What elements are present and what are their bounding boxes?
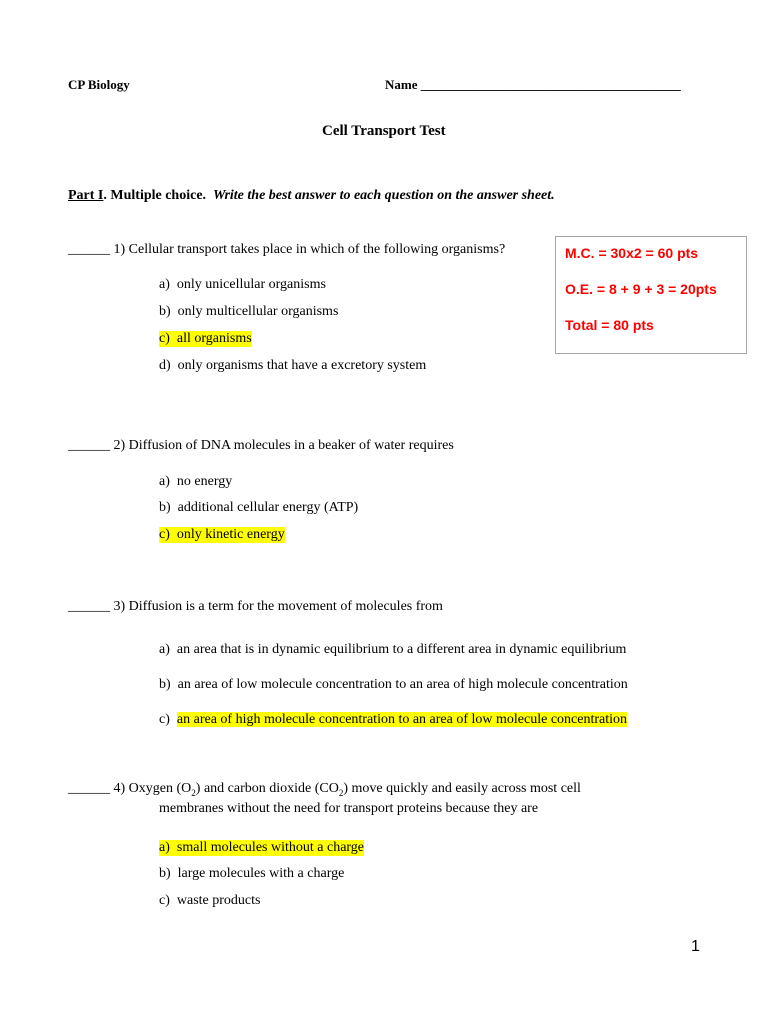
- question-text: Cellular transport takes place in which of the following organisms?: [128, 242, 506, 257]
- question-4-line2: membranes without the need for transport proteins because they are: [159, 801, 539, 816]
- option-3c-highlighted: an area of high molecule concentration to an area of low molecule concentration: [176, 712, 628, 727]
- score-box: [555, 236, 747, 354]
- answer-blank[interactable]: ______: [68, 781, 110, 796]
- option-1b: b) only multicellular organisms: [159, 304, 339, 319]
- option-3c: c) an area of high molecule concentration to an area of low molecule concentration: [159, 712, 628, 727]
- answer-blank[interactable]: ______: [68, 438, 110, 453]
- option-2a: a) no energy: [159, 474, 233, 489]
- option-4b: b) large molecules with a charge: [159, 866, 345, 881]
- option-4c: c) waste products: [159, 893, 261, 908]
- option-1c-highlighted: c) all organisms: [159, 331, 252, 346]
- page-title: Cell Transport Test: [322, 123, 446, 139]
- score-line-total: Total = 80 pts: [565, 317, 654, 333]
- option-2b: b) additional cellular energy (ATP): [159, 500, 359, 515]
- course-title: CP Biology: [68, 77, 130, 92]
- page-number: 1: [691, 938, 700, 955]
- question-number: 3): [113, 599, 126, 614]
- question-1: [68, 242, 505, 258]
- question-3: [68, 599, 443, 615]
- question-number: 1): [113, 242, 126, 257]
- question-number: 2): [113, 438, 126, 453]
- score-line-mc: M.C. = 30x2 = 60 pts: [565, 245, 699, 261]
- score-line-oe: O.E. = 8 + 9 + 3 = 20pts: [565, 281, 717, 297]
- part1-heading: [68, 188, 555, 204]
- option-3b: b) an area of low molecule concentration to an area of high molecule concentration: [159, 677, 628, 692]
- question-2: [68, 438, 454, 454]
- option-1d: d) only organisms that have a excretory system: [159, 358, 427, 373]
- option-3a: a) an area that is in dynamic equilibrium to a different area in dynamic equilibrium: [159, 642, 627, 657]
- name-field-label: Name ________________________________________: [385, 77, 681, 92]
- question-text: Diffusion of DNA molecules in a beaker of water requires: [128, 438, 454, 453]
- question-number: 4): [113, 781, 126, 796]
- answer-blank[interactable]: ______: [68, 242, 110, 257]
- part1-instructions: Write the best answer to each question on the answer sheet.: [213, 188, 555, 203]
- question-text: Diffusion is a term for the movement of molecules from: [128, 599, 443, 614]
- option-1a: a) only unicellular organisms: [159, 277, 326, 292]
- part1-label: Part I: [68, 188, 104, 203]
- option-4a-highlighted: a) small molecules without a charge: [159, 840, 365, 855]
- answer-blank[interactable]: ______: [68, 599, 110, 614]
- option-2c-highlighted: c) only kinetic energy: [159, 527, 285, 542]
- question-4: ______ 4) Oxygen $(O_2)$ and carbon dioxide $(CO_2)$ move quickly and easily across most cell: [68, 781, 581, 798]
- part1-heading-text: . Multiple choice.: [103, 188, 207, 203]
